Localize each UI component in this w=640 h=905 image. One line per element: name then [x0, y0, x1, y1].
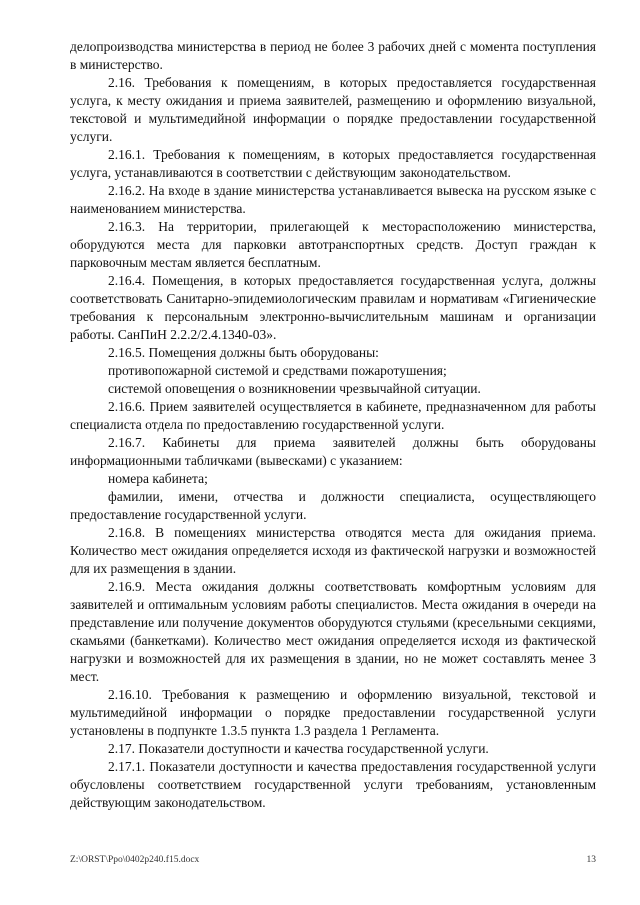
paragraph-2-16-8: 2.16.8. В помещениях министерства отводятся места для ожидания приема. Количество мест ожидания определяется исходя из фактической нагрузки и возможностей для их размещения в здании.: [70, 525, 596, 576]
paragraph-2-16-6: 2.16.6. Прием заявителей осуществляется в кабинете, предназначенном для работы специалиста отдела по предоставлению государственной услуги.: [70, 399, 596, 432]
paragraph-2-16-1: 2.16.1. Требования к помещениям, в которых предоставляется государственная услуга, устанавливаются в соответствии с действующим законодательством.: [70, 147, 596, 180]
paragraph-2-16-10: 2.16.10. Требования к размещению и оформлению визуальной, текстовой и мультимедийной информации о порядке предоставлении государственной услуги установлены в подпункте 1.3.5 пункта 1.3 раздела 1 Регламента.: [70, 687, 596, 738]
list-item-specialist-name: фамилии, имени, отчества и должности специалиста, осуществляющего предоставление государственной услуги.: [70, 489, 596, 522]
paragraph-2-16-2: 2.16.2. На входе в здание министерства устанавливается вывеска на русском языке с наименованием министерства.: [70, 183, 596, 216]
footer-file-path: Z:\ORST\Ppo\0402p240.f15.docx: [70, 855, 200, 865]
page-number: 13: [586, 855, 596, 865]
paragraph-2-16-3: 2.16.3. На территории, прилегающей к месторасположению министерства, оборудуются места для парковки автотранспортных средств. Доступ граждан к парковочным местам является бесплатным.: [70, 219, 596, 270]
paragraph-2-16-7: 2.16.7. Кабинеты для приема заявителей должны быть оборудованы информационными табличками (вывесками) с указанием:: [70, 435, 596, 468]
list-item-room-number: номера кабинета;: [108, 471, 208, 486]
document-body: [70, 38, 596, 812]
paragraph-2-16: 2.16. Требования к помещениям, в которых предоставляется государственная услуга, к месту ожидания и приема заявителей, размещению и оформлению визуальной, текстовой и мультимедийной информации о порядке предоставлении государственной услуги.: [70, 75, 596, 144]
list-item-alert-system: системой оповещения о возникновении чрезвычайной ситуации.: [108, 381, 481, 396]
paragraph-2-17: 2.17. Показатели доступности и качества государственной услуги.: [108, 741, 489, 756]
paragraph-2-16-5: 2.16.5. Помещения должны быть оборудованы:: [108, 345, 379, 360]
paragraph-2-16-9: 2.16.9. Места ожидания должны соответствовать комфортным условиям для заявителей и оптимальным условиям работы специалистов. Места ожидания в очереди на представление или получение документов оборудуются стульями (кресельными секциями, скамьями (банкетками). Количество мест ожидания определяется исходя из фактической нагрузки и возможностей для их размещения в здании, но не может составлять менее 3 мест.: [70, 579, 596, 684]
paragraph-2-17-1: 2.17.1. Показатели доступности и качества предоставления государственной услуги обусловлены соответствием государственной услуги требованиям, установленным действующим законодательством.: [70, 759, 596, 810]
paragraph-continuation: делопроизводства министерства в период не более 3 рабочих дней с момента поступления в министерство.: [70, 39, 596, 72]
paragraph-2-16-4: 2.16.4. Помещения, в которых предоставляется государственная услуга, должны соответствовать Санитарно-эпидемиологическим правилам и нормативам «Гигиенические требования к персональным электронно-вычислительным машинам и организации работы. СанПиН 2.2.2/2.4.1340-03».: [70, 273, 596, 342]
list-item-fire-system: противопожарной системой и средствами пожаротушения;: [108, 363, 447, 378]
